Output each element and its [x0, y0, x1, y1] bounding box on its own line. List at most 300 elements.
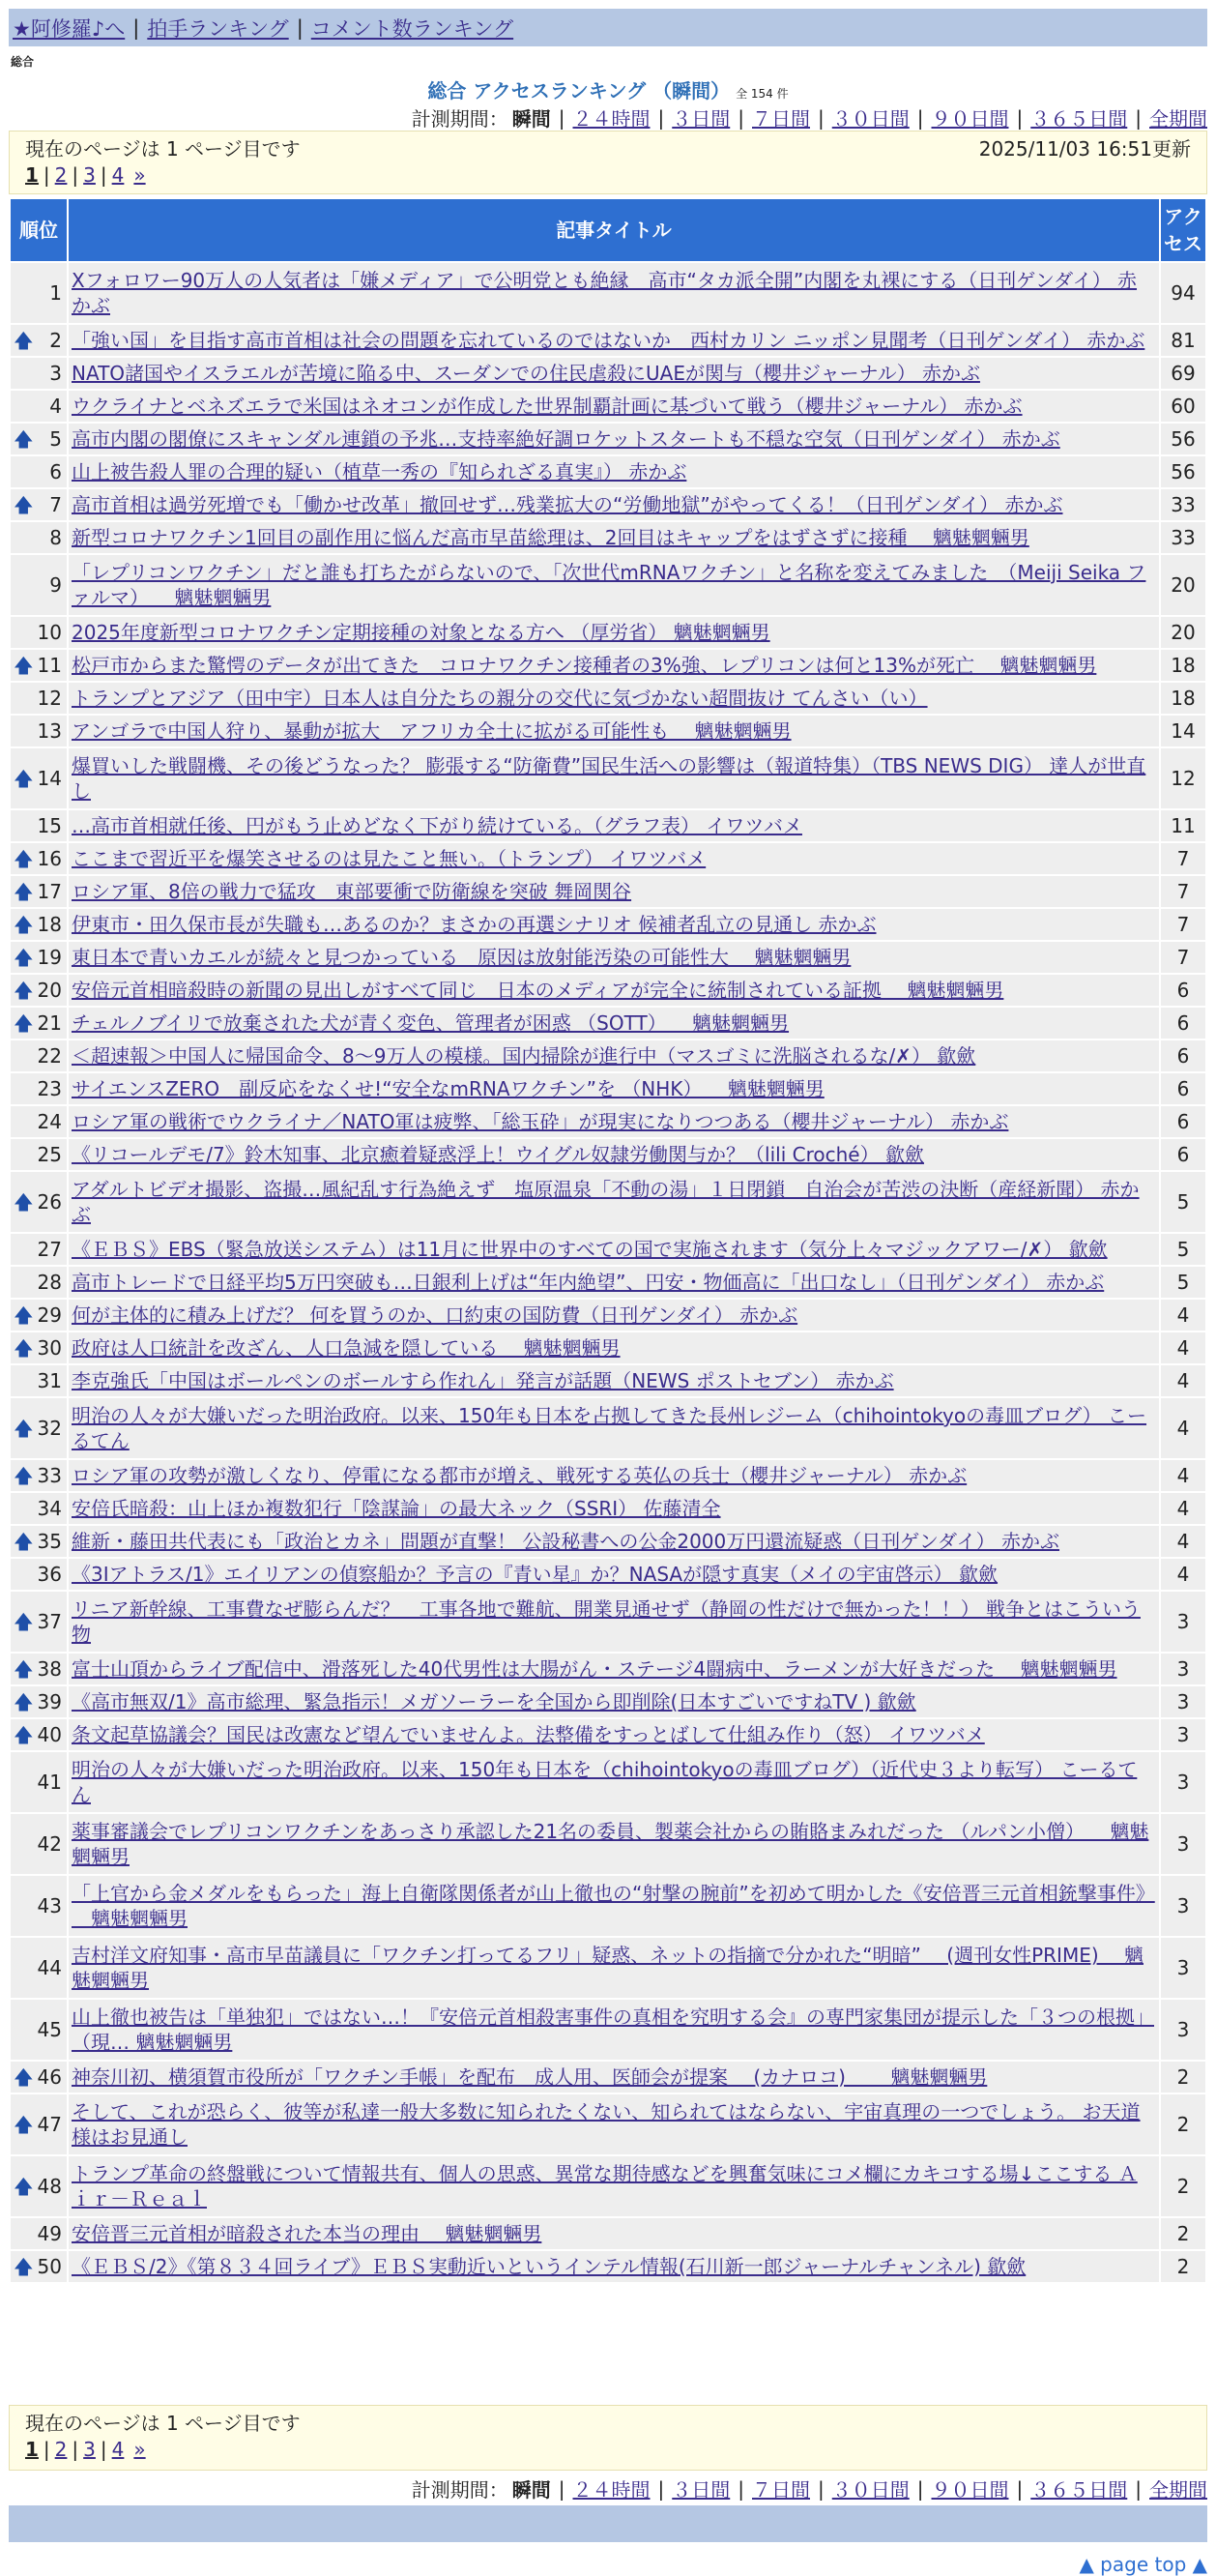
article-link[interactable]: 維新・藤田共代表にも「政治とカネ」問題が直撃！ 公設秘書への公金2000万円還流疑惑（日刊ゲンダイ） 赤かぶ	[72, 1530, 1060, 1553]
table-row	[11, 2062, 1205, 2093]
bottom-bar	[9, 2505, 1207, 2542]
rank-number: 17	[37, 880, 62, 903]
access-count: 18	[1161, 683, 1205, 714]
rank-number: 24	[37, 1110, 62, 1133]
page-next-link[interactable]: »	[133, 163, 146, 187]
article-link[interactable]: 《3Iアトラス/1》エイリアンの偵察船か？予言の『青い星』か？NASAが隠す真実（メイの宇宙啓示） 歙歛	[72, 1563, 999, 1586]
access-count: 56	[1161, 456, 1205, 487]
up-arrow-icon: 🡅	[14, 1690, 34, 1713]
article-link[interactable]: 明治の人々が大嫌いだった明治政府。以来、150年も日本を（chihointokyoの毒皿ブログ）（近代史３より転写） こーるてん	[72, 1758, 1138, 1806]
table-row	[11, 1040, 1205, 1071]
article-link[interactable]: 《リコールデモ/7》鈴木知事、北京癒着疑惑浮上！ウイグル奴隷労働関与か？（lili Croché） 歙歛	[72, 1143, 924, 1166]
rank-cell	[11, 1234, 67, 1265]
rank-number: 43	[37, 1894, 62, 1917]
rank-cell	[11, 1398, 67, 1458]
table-row	[11, 391, 1205, 422]
title-cell	[69, 358, 1159, 389]
access-count: 4	[1161, 1300, 1205, 1331]
up-arrow-icon: 🡅	[14, 1610, 34, 1633]
article-link[interactable]: 高市内閣の閣僚にスキャンダル連鎖の予兆…支持率絶好調ロケットスタートも不穏な空気（日刊ゲンダイ） 赤かぶ	[72, 427, 1060, 451]
article-link[interactable]: 条文起草協議会？国民は改憲など望んでいませんよ。法整備をすっとばして仕組み作り（怒） イワツバメ	[72, 1723, 985, 1746]
comment-ranking-link[interactable]: コメント数ランキング	[310, 16, 514, 41]
title-cell	[69, 876, 1159, 907]
up-arrow-icon: 🡅	[14, 1303, 34, 1327]
page-link[interactable]: 4	[111, 163, 125, 187]
rank-cell	[11, 716, 67, 746]
table-row	[11, 876, 1205, 907]
article-link[interactable]: アンゴラで中国人狩り、暴動が拡大 アフリカ全土に拡がる可能性も 魑魅魍魎男	[72, 719, 792, 743]
up-arrow-icon: 🡅	[14, 1011, 34, 1035]
rank-number: 29	[37, 1303, 62, 1327]
rank-cell	[11, 2218, 67, 2249]
rank-cell	[11, 909, 67, 940]
rank-number: 50	[37, 2255, 62, 2278]
table-row	[11, 325, 1205, 356]
article-link[interactable]: 《高市無双/1》高市総理、緊急指示！メガソーラーを全国から即削除(日本すごいですねTV ) 歙歛	[72, 1690, 916, 1713]
page-current: 1	[25, 2438, 39, 2461]
rank-cell	[11, 1139, 67, 1170]
rank-cell	[11, 975, 67, 1006]
rank-cell	[11, 2156, 67, 2216]
article-link[interactable]: 山上徹也被告は「単独犯」ではない…！『安倍元首相殺害事件の真相を究明する会』の専門家集団が提示した「３つの根拠」（現… 魑魅魍魎男	[72, 2005, 1154, 2054]
rank-number: 40	[37, 1723, 62, 1746]
article-link[interactable]: ロシア軍の戦術でウクライナ／NATO軍は疲弊、「総玉砕」が現実になりつつある（櫻井ジャーナル） 赤かぶ	[72, 1110, 1009, 1133]
table-row	[11, 617, 1205, 648]
rank-number: 31	[37, 1369, 62, 1392]
period-option[interactable]: ３日間	[672, 2478, 731, 2502]
period-separator: |	[1135, 2476, 1142, 2501]
rank-number: 44	[37, 1956, 62, 1979]
article-link[interactable]: Xフォロワー90万人の人気者は「嫌メディア」で公明党とも絶縁 高市“タカ派全開”内閣を丸裸にする（日刊ゲンダイ） 赤かぶ	[72, 269, 1138, 317]
title-cell	[69, 1040, 1159, 1071]
rank-cell	[11, 1365, 67, 1396]
table-row	[11, 1300, 1205, 1331]
access-count: 18	[1161, 650, 1205, 681]
access-count: 33	[1161, 489, 1205, 520]
article-link[interactable]: そして、これが恐らく、彼等が私達一般大多数に知られたくない、知られてはならない、宇宙真理の一つでしょう。 お天道様はお見通し	[72, 2100, 1141, 2149]
access-count: 2	[1161, 2062, 1205, 2093]
title-cell	[69, 1300, 1159, 1331]
title-cell	[69, 424, 1159, 454]
pagination	[25, 2435, 1191, 2464]
rank-number: 19	[37, 946, 62, 969]
rank-cell	[11, 263, 67, 323]
period-separator: |	[916, 2476, 924, 2501]
rank-number: 46	[37, 2065, 62, 2089]
table-row	[11, 489, 1205, 520]
access-count: 4	[1161, 1365, 1205, 1396]
table-row	[11, 975, 1205, 1006]
rank-cell	[11, 1526, 67, 1557]
period-option[interactable]: ３０日間	[831, 107, 910, 131]
access-count: 4	[1161, 1493, 1205, 1524]
period-option[interactable]: ９０日間	[931, 107, 1009, 131]
rank-number: 7	[49, 493, 62, 516]
article-link[interactable]: 富士山頂からライブ配信中、滑落死した40代男性は大腸がん・ステージ4闘病中、ラーメンが大好きだった 魑魅魍魎男	[72, 1657, 1117, 1681]
pager-status-line	[25, 2408, 1191, 2435]
page-title: 総合 アクセスランキング （瞬間）	[427, 79, 731, 102]
rank-cell	[11, 2251, 67, 2282]
period-option[interactable]: ３６５日間	[1030, 107, 1128, 131]
access-count: 7	[1161, 843, 1205, 874]
title-cell	[69, 1365, 1159, 1396]
nav-separator: |	[132, 15, 140, 40]
title-cell	[69, 1814, 1159, 1874]
access-count: 2	[1161, 2251, 1205, 2282]
article-link[interactable]: 2025年度新型コロナワクチン定期接種の対象となる方へ （厚労省） 魑魅魍魎男	[72, 621, 770, 644]
access-count: 5	[1161, 1172, 1205, 1232]
rank-cell	[11, 1592, 67, 1652]
table-row	[11, 1460, 1205, 1491]
title-cell	[69, 263, 1159, 323]
rank-cell	[11, 358, 67, 389]
table-row	[11, 909, 1205, 940]
article-link[interactable]: 吉村洋文府知事・高市早苗議員に「ワクチン打ってるフリ」疑惑、ネットの指摘で分かれた“明暗” (週刊女性PRIME) 魑魅魍魎男	[72, 1944, 1144, 1992]
title-cell	[69, 843, 1159, 874]
period-separator: |	[558, 2476, 565, 2501]
rank-cell	[11, 1686, 67, 1717]
access-count: 4	[1161, 1526, 1205, 1557]
rank-cell	[11, 1938, 67, 1998]
access-count: 20	[1161, 617, 1205, 648]
article-link[interactable]: リニア新幹線、工事費なぜ膨らんだ？ 工事各地で難航、開業見通せず（静岡の性だけで無かった！！） 戦争とはこういう物	[72, 1597, 1141, 1646]
page-separator: |	[100, 163, 107, 187]
period-current: 瞬間	[511, 2478, 551, 2502]
rank-cell	[11, 1559, 67, 1590]
article-link[interactable]: 政府は人口統計を改ざん、人口急減を隠している 魑魅魍魎男	[72, 1336, 621, 1360]
pager-box	[9, 131, 1207, 194]
access-header: アクセス	[1161, 199, 1205, 261]
period-option[interactable]: ７日間	[752, 2478, 810, 2502]
article-link[interactable]: NATO諸国やイスラエルが苦境に陥る中、スーダンでの住民虐殺にUAEが関与（櫻井ジャーナル） 赤かぶ	[72, 362, 980, 385]
article-link[interactable]: チェルノブイリで放棄された犬が青く変色、管理者が困惑 （SOTT） 魑魅魍魎男	[72, 1011, 790, 1035]
home-link[interactable]: ★阿修羅♪へ	[13, 16, 126, 41]
access-count: 2	[1161, 2094, 1205, 2154]
pagination	[25, 161, 1191, 190]
rank-number: 36	[37, 1563, 62, 1586]
rank-cell	[11, 876, 67, 907]
title-cell	[69, 391, 1159, 422]
rank-number: 5	[49, 427, 62, 451]
rank-number: 16	[37, 847, 62, 870]
title-cell	[69, 1073, 1159, 1104]
page-link[interactable]: 3	[83, 2438, 96, 2461]
article-link[interactable]: サイエンスZERO 副反応をなくせ!“安全なmRNAワクチン”を （NHK） 魑魅魍魎男	[72, 1077, 825, 1100]
table-row	[11, 1814, 1205, 1874]
table-row	[11, 1752, 1205, 1812]
article-link[interactable]: 神奈川初、横須賀市役所が「ワクチン手帳」を配布 成人用、医師会が提案 (カナロコ) 魑魅魍魎男	[72, 2065, 988, 2089]
rank-number: 15	[37, 814, 62, 837]
article-link[interactable]: 明治の人々が大嫌いだった明治政府。以来、150年も日本を占拠してきた長州レジーム（chihointokyoの毒皿ブログ） こーるてん	[72, 1404, 1147, 1452]
up-arrow-icon: 🡅	[14, 2113, 34, 2136]
access-count: 6	[1161, 1073, 1205, 1104]
rank-cell	[11, 325, 67, 356]
rank-number: 49	[37, 2222, 62, 2245]
title-cell	[69, 1559, 1159, 1590]
title-cell	[69, 2062, 1159, 2093]
rank-number: 1	[49, 281, 62, 305]
article-link[interactable]: 東日本で青いカエルが続々と見つかっている 原因は放射能汚染の可能性大 魑魅魍魎男	[72, 946, 852, 969]
title-cell	[69, 2000, 1159, 2060]
up-arrow-icon: 🡅	[14, 1657, 34, 1681]
rank-cell	[11, 1493, 67, 1524]
rank-number: 10	[37, 621, 62, 644]
clap-ranking-link[interactable]: 拍手ランキング	[147, 16, 289, 41]
article-link[interactable]: 安倍晋三元首相が暗殺された本当の理由 魑魅魍魎男	[72, 2222, 542, 2245]
rank-number: 41	[37, 1771, 62, 1794]
period-current: 瞬間	[511, 107, 551, 131]
access-count: 3	[1161, 1654, 1205, 1684]
access-count: 7	[1161, 876, 1205, 907]
rank-cell	[11, 1300, 67, 1331]
period-separator: |	[558, 105, 565, 130]
rank-cell	[11, 1719, 67, 1750]
period-option[interactable]: ７日間	[752, 107, 810, 131]
page-top-link[interactable]: ▲ page top ▲	[1079, 2553, 1207, 2576]
table-row	[11, 424, 1205, 454]
access-count: 60	[1161, 391, 1205, 422]
access-count: 3	[1161, 1719, 1205, 1750]
page-link[interactable]: 2	[54, 163, 68, 187]
table-row	[11, 1592, 1205, 1652]
table-row	[11, 1559, 1205, 1590]
table-row	[11, 716, 1205, 746]
title-cell	[69, 1592, 1159, 1652]
article-link[interactable]: 高市トレードで日経平均5万円突破も…日銀利上げは“年内絶望”、円安・物価高に「出口なし」（日刊ゲンダイ） 赤かぶ	[72, 1271, 1105, 1294]
rank-number: 34	[37, 1497, 62, 1520]
article-link[interactable]: ロシア軍、8倍の戦力で猛攻 東部要衝で防衛線を突破 舞岡関谷	[72, 880, 632, 903]
table-row	[11, 2251, 1205, 2282]
period-label: 計測期間：	[411, 107, 508, 131]
access-count: 3	[1161, 1938, 1205, 1998]
rank-cell	[11, 489, 67, 520]
rank-number: 26	[37, 1190, 62, 1214]
table-row	[11, 650, 1205, 681]
article-link[interactable]: 薬事審議会でレプリコンワクチンをあっさり承認した21名の委員、製薬会社からの賄賂まみれだった （ルパン小僧） 魑魅魍魎男	[72, 1820, 1149, 1868]
rank-number: 6	[49, 460, 62, 483]
page-link[interactable]: 3	[83, 163, 96, 187]
rank-cell	[11, 2094, 67, 2154]
page-link[interactable]: 4	[111, 2438, 125, 2461]
rank-cell	[11, 1073, 67, 1104]
title-cell	[69, 1008, 1159, 1039]
rank-cell	[11, 1106, 67, 1137]
up-arrow-icon: 🡅	[14, 979, 34, 1002]
rank-number: 42	[37, 1832, 62, 1856]
article-link[interactable]: 《ＥＢＳ》EBS（緊急放送システム）は11月に世界中のすべての国で実施されます（気分上々マジックアワー/✗） 歙歛	[72, 1238, 1108, 1261]
access-count: 4	[1161, 1460, 1205, 1491]
period-separator: |	[1016, 2476, 1024, 2501]
up-arrow-icon: 🡅	[14, 1336, 34, 1360]
article-link[interactable]: 山上被告殺人罪の合理的疑い（植草一秀の『知られざる真実』） 赤かぶ	[72, 460, 687, 483]
rank-cell	[11, 2062, 67, 2093]
up-arrow-icon: 🡅	[14, 1723, 34, 1746]
table-row	[11, 1106, 1205, 1137]
rank-cell	[11, 1172, 67, 1232]
rank-number: 18	[37, 913, 62, 936]
table-row	[11, 1938, 1205, 1998]
page-next-link[interactable]: »	[133, 2438, 146, 2461]
title-cell	[69, 748, 1159, 808]
article-link[interactable]: トランプ革命の終盤戦について情報共有、個人の思惑、異常な期待感などを興奮気味にコメ欄にカキコする場↓ここする Ａｉｒ－Ｒｅａｌ	[72, 2162, 1138, 2210]
rank-number: 32	[37, 1417, 62, 1440]
rank-number: 11	[37, 654, 62, 677]
page-separator: |	[43, 2438, 50, 2461]
article-link[interactable]: 新型コロナワクチン1回目の副作用に悩んだ高市早苗総理は、2回目はキャップをはずさずに接種 魑魅魍魎男	[72, 526, 1029, 549]
rank-number: 39	[37, 1690, 62, 1713]
table-row	[11, 456, 1205, 487]
rank-cell	[11, 2000, 67, 2060]
up-arrow-icon: 🡅	[14, 2255, 34, 2278]
table-row	[11, 1719, 1205, 1750]
table-row	[11, 1073, 1205, 1104]
nav-separator: |	[296, 15, 304, 40]
article-link[interactable]: …高市首相就任後、円がもう止めどなく下がり続けている。（グラフ表） イワツバメ	[72, 814, 802, 837]
article-link[interactable]: 爆買いした戦闘機、その後どうなった？ 膨張する“防衛費”国民生活への影響は（報道特集）（TBS NEWS DIG） 達人が世直し	[72, 754, 1146, 803]
article-link[interactable]: ウクライナとベネズエラで米国はネオコンが作成した世界制覇計画に基づいて戦う（櫻井ジャーナル） 赤かぶ	[72, 395, 1023, 418]
table-row	[11, 843, 1205, 874]
access-count: 3	[1161, 1814, 1205, 1874]
table-row	[11, 748, 1205, 808]
article-link[interactable]: 松戸市からまた驚愕のデータが出てきた コロナワクチン接種者の3%強、レプリコンは何と13%が死亡 魑魅魍魎男	[72, 654, 1097, 677]
rank-cell	[11, 1814, 67, 1874]
rank-cell	[11, 683, 67, 714]
title-cell	[69, 1267, 1159, 1298]
rank-number: 45	[37, 2018, 62, 2041]
page-link[interactable]: 2	[54, 2438, 68, 2461]
table-row	[11, 1365, 1205, 1396]
up-arrow-icon: 🡅	[14, 427, 34, 451]
table-header-row	[11, 199, 1205, 261]
title-cell	[69, 325, 1159, 356]
rank-cell	[11, 1654, 67, 1684]
up-arrow-icon: 🡅	[14, 493, 34, 516]
table-row	[11, 1234, 1205, 1265]
access-count: 3	[1161, 1752, 1205, 1812]
access-count: 33	[1161, 522, 1205, 553]
period-option[interactable]: ３０日間	[831, 2478, 910, 2502]
period-option[interactable]: ３日間	[672, 107, 731, 131]
title-cell	[69, 2251, 1159, 2282]
rank-cell	[11, 810, 67, 841]
table-row	[11, 1139, 1205, 1170]
table-row	[11, 2156, 1205, 2216]
rank-number: 48	[37, 2175, 62, 2198]
table-row	[11, 1654, 1205, 1684]
table-row	[11, 1008, 1205, 1039]
up-arrow-icon: 🡅	[14, 1417, 34, 1440]
title-cell	[69, 1172, 1159, 1232]
access-count: 20	[1161, 555, 1205, 615]
page-separator: |	[72, 2438, 79, 2461]
article-link[interactable]: アダルトビデオ撮影、盗撮…風紀乱す行為絶えず 塩原温泉「不動の湯」１日閉鎖 自治会が苦渋の決断（産経新聞） 赤かぶ	[72, 1178, 1140, 1226]
rank-number: 35	[37, 1530, 62, 1553]
access-count: 3	[1161, 1876, 1205, 1936]
rank-cell	[11, 1040, 67, 1071]
rank-number: 27	[37, 1238, 62, 1261]
title-cell	[69, 1752, 1159, 1812]
page-current: 1	[25, 163, 39, 187]
article-link[interactable]: 安倍氏暗殺：山上ほか複数犯行「陰謀論」の最大ネック（SSRI） 佐藤清全	[72, 1497, 721, 1520]
rank-number: 8	[49, 526, 62, 549]
table-row	[11, 1876, 1205, 1936]
access-count: 7	[1161, 909, 1205, 940]
genre-label: 総合	[11, 55, 35, 69]
period-option[interactable]: ９０日間	[931, 2478, 1009, 2502]
rank-cell	[11, 942, 67, 973]
access-count: 4	[1161, 1398, 1205, 1458]
article-link[interactable]: 伊東市・田久保市長が失職も…あるのか？まさかの再選シナリオ 候補者乱立の見通し 赤かぶ	[72, 913, 877, 936]
article-link[interactable]: ここまで習近平を爆笑させるのは見たこと無い。（トランプ） イワツバメ	[72, 847, 707, 870]
period-option[interactable]: 全期間	[1149, 2478, 1207, 2502]
access-count: 5	[1161, 1267, 1205, 1298]
table-row	[11, 263, 1205, 323]
table-row	[11, 1493, 1205, 1524]
article-link[interactable]: ＜超速報＞中国人に帰国命令、8〜9万人の模様。国内掃除が進行中（マスゴミに洗脳されるな/✗） 歙歛	[72, 1044, 976, 1068]
article-link[interactable]: 「レプリコンワクチン」だと誰も打ちたがらないので、「次世代mRNAワクチン」と名称を変えてみました （Meiji Seika ファルマ） 魑魅魍魎男	[72, 561, 1146, 609]
table-row	[11, 1332, 1205, 1363]
access-count: 7	[1161, 942, 1205, 973]
page-separator: |	[100, 2438, 107, 2461]
table-row	[11, 683, 1205, 714]
period-option[interactable]: 全期間	[1149, 107, 1207, 131]
access-count: 6	[1161, 1008, 1205, 1039]
article-link[interactable]: トランプとアジア（田中宇）日本人は自分たちの親分の交代に気づかない超間抜け てんさい（い）	[72, 687, 928, 710]
article-link[interactable]: 《ＥＢＳ/2》《第８３４回ライブ》ＥＢＳ実動近いというインテル情報(石川新一郎ジャーナルチャンネル) 歙歛	[72, 2255, 1027, 2278]
table-row	[11, 2000, 1205, 2060]
title-cell	[69, 650, 1159, 681]
table-row	[11, 358, 1205, 389]
rank-cell	[11, 1752, 67, 1812]
period-separator: |	[657, 2476, 665, 2501]
article-link[interactable]: 高市首相は過労死増でも「働かせ改革」撤回せず…残業拡大の“労働地獄”がやってくる！（日刊ゲンダイ） 赤かぶ	[72, 493, 1063, 516]
title-cell	[69, 1876, 1159, 1936]
period-option[interactable]: ２４時間	[572, 107, 651, 131]
current-page-text: 現在のページは 1 ページ目です	[25, 136, 301, 161]
period-option[interactable]: ２４時間	[572, 2478, 651, 2502]
rank-cell	[11, 650, 67, 681]
access-count: 4	[1161, 1332, 1205, 1363]
updated-timestamp: 2025/11/03 16:51更新	[978, 136, 1191, 161]
article-link[interactable]: ロシア軍の攻勢が激しくなり、停電になる都市が増え、戦死する英仏の兵士（櫻井ジャーナル） 赤かぶ	[72, 1464, 968, 1487]
access-count: 5	[1161, 1234, 1205, 1265]
table-row	[11, 1267, 1205, 1298]
rank-cell	[11, 1008, 67, 1039]
title-cell	[69, 1938, 1159, 1998]
top-nav	[9, 9, 1207, 46]
article-link[interactable]: 李克強氏「中国はボールペンのボールすら作れん」発言が話題（NEWS ポストセブン） 赤かぶ	[72, 1369, 894, 1392]
article-link[interactable]: 「上官から金メダルをもらった」海上自衛隊関係者が山上徹也の“射撃の腕前”を初めて明かした《安倍晋三元首相銃撃事件》 魑魅魍魎男	[72, 1882, 1155, 1930]
up-arrow-icon: 🡅	[14, 946, 34, 969]
up-arrow-icon: 🡅	[14, 767, 34, 790]
article-link[interactable]: 安倍元首相暗殺時の新聞の見出しがすべて同じ 日本のメディアが完全に統制されている証拠 魑魅魍魎男	[72, 979, 1004, 1002]
period-option[interactable]: ３６５日間	[1030, 2478, 1128, 2502]
access-count: 81	[1161, 325, 1205, 356]
rank-cell	[11, 748, 67, 808]
rank-number: 38	[37, 1657, 62, 1681]
period-separator: |	[1016, 105, 1024, 130]
rank-number: 4	[49, 395, 62, 418]
title-cell	[69, 909, 1159, 940]
title-cell	[69, 2218, 1159, 2249]
rank-number: 30	[37, 1336, 62, 1360]
article-link[interactable]: 何が主体的に積み上げだ？ 何を買うのか、口約束の国防費（日刊ゲンダイ） 赤かぶ	[72, 1303, 798, 1327]
article-link[interactable]: 「強い国」を目指す高市首相は社会の問題を忘れているのではないか 西村カリン ニッポン見聞考（日刊ゲンダイ） 赤かぶ	[72, 329, 1145, 352]
rank-cell	[11, 555, 67, 615]
table-row	[11, 942, 1205, 973]
table-row	[11, 1172, 1205, 1232]
title-cell	[69, 1686, 1159, 1717]
